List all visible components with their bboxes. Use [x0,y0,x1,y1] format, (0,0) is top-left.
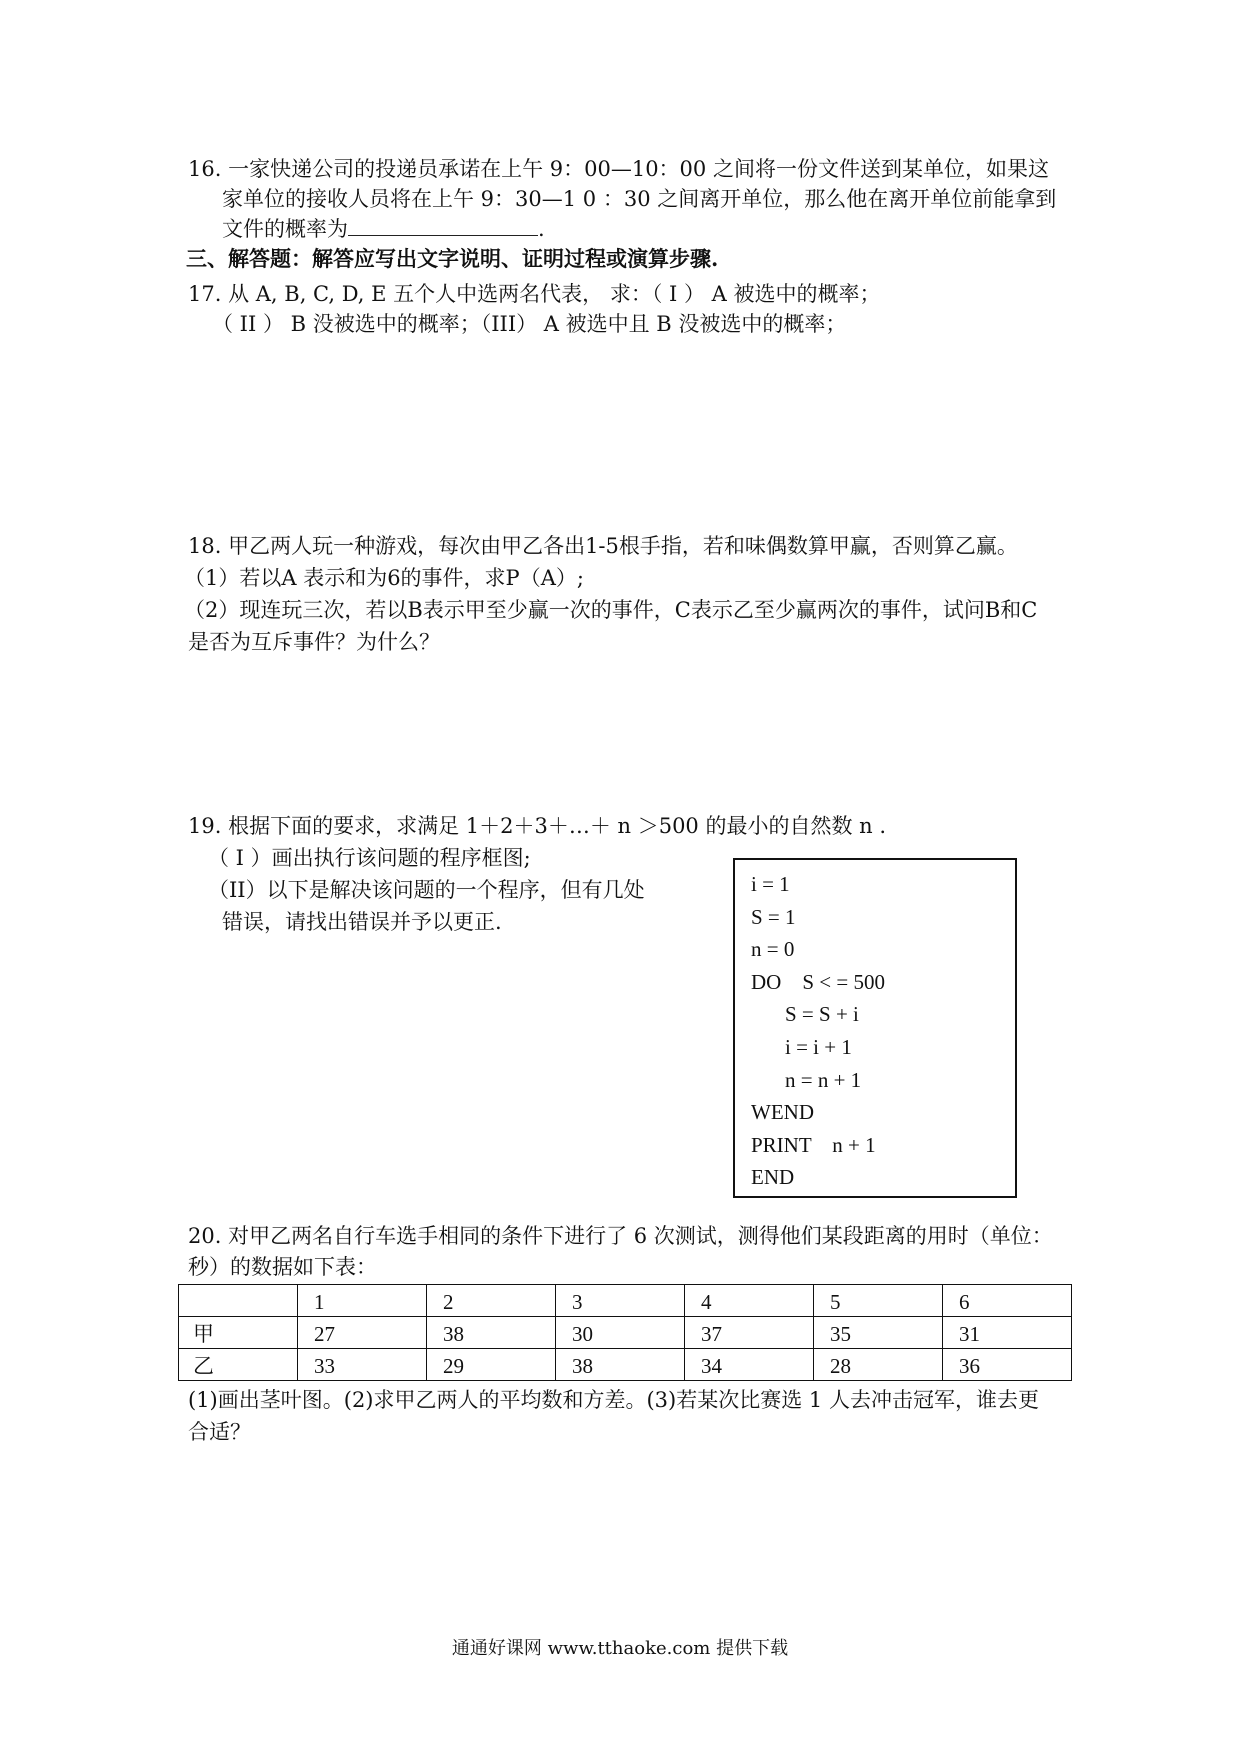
table-header-row [179,1285,1072,1317]
table-cell: 31 [943,1317,1072,1349]
q19-line-1: 19. 根据下面的要求，求满足 1＋2＋3＋…＋ n ＞500 的最小的自然数 n . [188,814,887,838]
table-cell: 4 [685,1285,814,1317]
table-cell: 5 [814,1285,943,1317]
q16-line-3 [222,215,545,243]
table-cell: 38 [556,1349,685,1381]
table-cell: 甲 [179,1317,298,1349]
q19-line-2: （ I ）画出执行该问题的程序框图; [208,846,531,870]
answer-blank [348,215,538,236]
table-cell: 33 [298,1349,427,1381]
code-line: i = i + 1 [785,1035,852,1059]
code-line: n = 0 [751,937,795,961]
q16-line-3-text: 文件的概率为 [222,217,348,241]
table-cell: 34 [685,1349,814,1381]
code-line: S = 1 [751,905,796,929]
code-line: PRINT n + 1 [751,1133,876,1157]
table-cell: 30 [556,1317,685,1349]
q17-line-1: 17. 从 A, B, C, D, E 五个人中选两名代表， 求：（ I ） A 被选中的概率； [188,282,881,306]
section-3-heading: 三、解答题：解答应写出文字说明、证明过程或演算步骤. [186,246,719,271]
table-cell: 2 [427,1285,556,1317]
q19-line-3: （II）以下是解决该问题的一个程序，但有几处 [208,878,645,902]
table-cell: 29 [427,1349,556,1381]
table-cell: 37 [685,1317,814,1349]
code-line: n = n + 1 [785,1068,862,1092]
q17-line-2: （ II ） B 没被选中的概率；（III） A 被选中且 B 没被选中的概率； [212,312,847,336]
code-line: S = S + i [785,1002,859,1026]
table-cell [179,1285,298,1317]
q18-line-2: （1）若以A 表示和为6的事件，求P（A）; [184,566,584,590]
q18-line-1: 18. 甲乙两人玩一种游戏，每次由甲乙各出1-5根手指，若和味偶数算甲赢，否则算乙赢。 [188,534,1018,558]
q16-line-3-end: . [538,217,545,241]
table-cell: 3 [556,1285,685,1317]
timing-table [178,1284,1072,1381]
code-line: WEND [751,1100,814,1124]
table-cell: 27 [298,1317,427,1349]
q18-line-3: （2）现连玩三次，若以B表示甲至少赢一次的事件，C表示乙至少赢两次的事件，试问B和C [184,598,1038,622]
q19-line-4: 错误，请找出错误并予以更正. [222,910,502,934]
table-row [179,1317,1072,1349]
code-line: i = 1 [751,872,790,896]
q16-line-1: 16. 一家快递公司的投递员承诺在上午 9：00—10：00 之间将一份文件送到某单位，如果这 [188,157,1049,181]
table-row [179,1349,1072,1381]
code-line: END [751,1165,795,1189]
program-code-box [733,858,1017,1198]
q20-after-line-2: 合适？ [188,1420,251,1444]
q20-after-line-1: (1)画出茎叶图。(2)求甲乙两人的平均数和方差。(3)若某次比赛选 1 人去冲击冠军，谁去更 [188,1388,1039,1412]
q20-line-1: 20. 对甲乙两名自行车选手相同的条件下进行了 6 次测试，测得他们某段距离的用时（单位： [188,1224,1053,1248]
q16-line-2: 家单位的接收人员将在上午 9：30—1 0 ：30 之间离开单位，那么他在离开单位前能拿到 [222,187,1057,211]
table-cell: 1 [298,1285,427,1317]
table-cell: 35 [814,1317,943,1349]
table-cell: 38 [427,1317,556,1349]
q20-line-2: 秒）的数据如下表： [188,1255,377,1279]
table-cell: 36 [943,1349,1072,1381]
table-cell: 乙 [179,1349,298,1381]
table-cell: 6 [943,1285,1072,1317]
code-line: DO S < = 500 [751,970,885,994]
page-footer: 通通好课网 www.tthaoke.com 提供下载 [451,1638,789,1659]
q18-line-4: 是否为互斥事件？为什么？ [188,630,440,654]
table-cell: 28 [814,1349,943,1381]
